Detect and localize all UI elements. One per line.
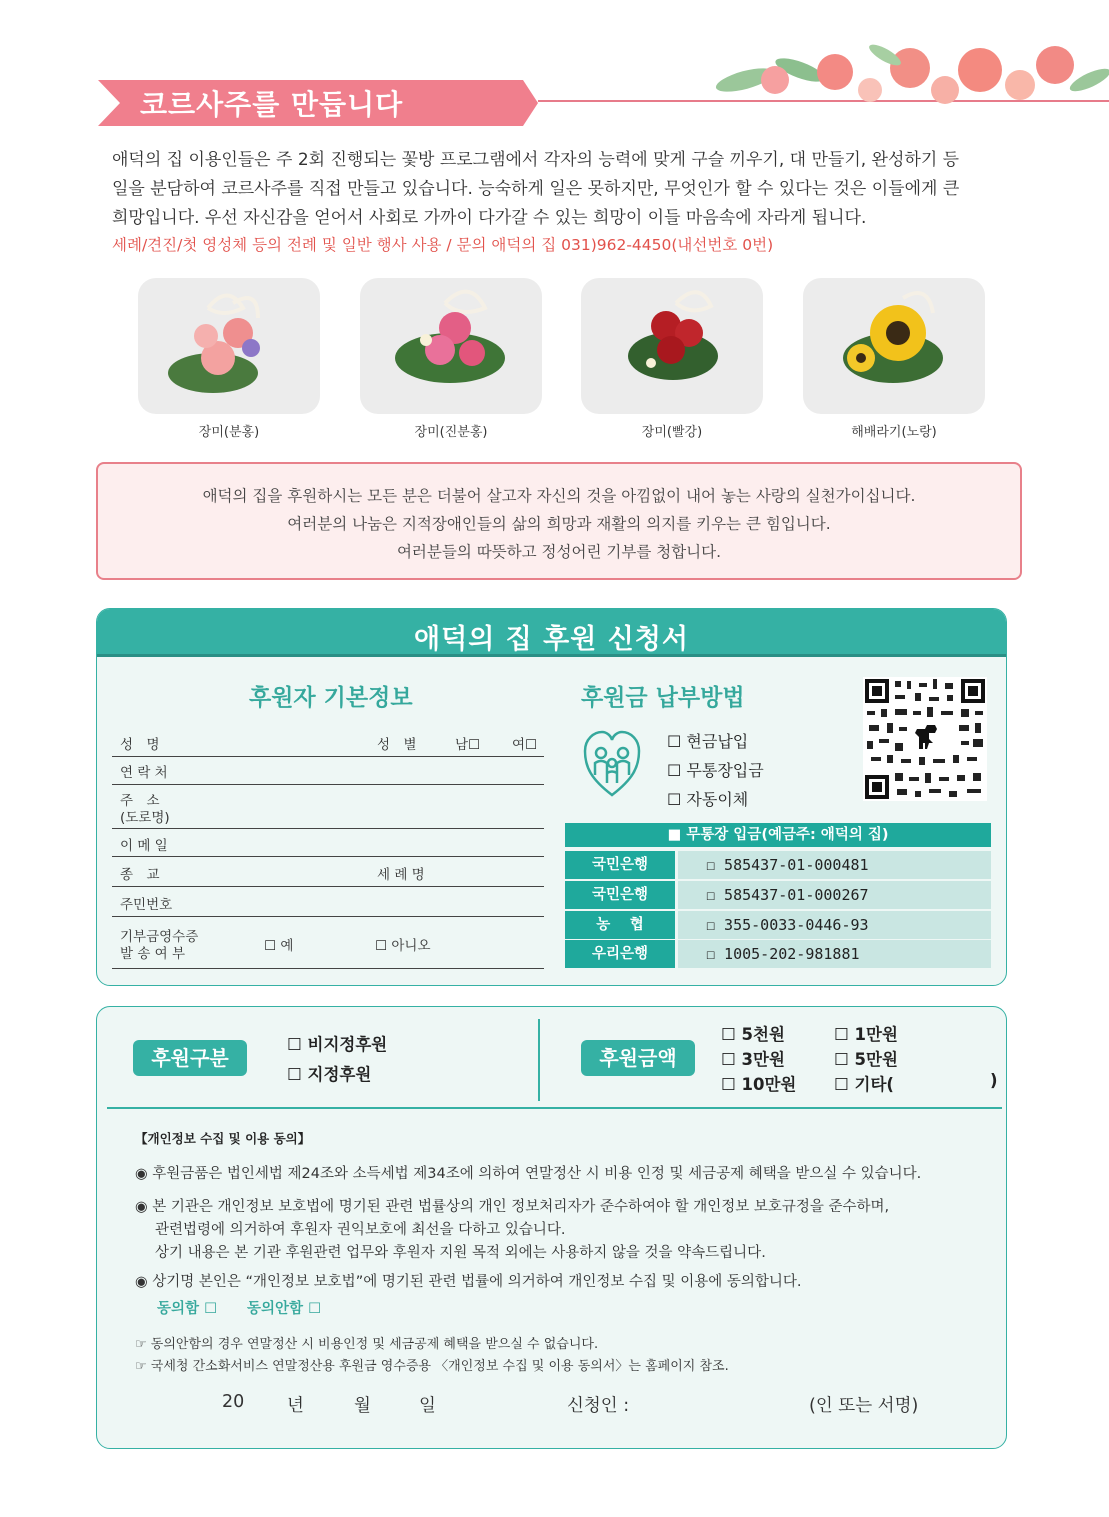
disagree-checkbox[interactable]: 동의안함 ☐ [247,1301,322,1317]
consent-note: ☞ 국세청 간소화서비스 연말정산용 후원금 영수증용 〈개인정보 수집 및 이용 동의서〉는 홈페이지 참조. [135,1359,729,1374]
email-row[interactable] [112,829,544,857]
receipt-yes-checkbox[interactable]: ☐ 예 [264,938,294,954]
amount-other-close: ) [990,1071,998,1090]
date-month-label: 월 [354,1396,371,1416]
corsage-photo-pink [138,278,320,414]
photo-caption: 장미(진분홍) [414,425,488,440]
photo-caption: 해배라기(노랑) [851,425,937,440]
corsage-photo-deep-pink [360,278,542,414]
consent-item: 관련법령에 의거하여 후원자 권익보호에 최선을 다하고 있습니다. [155,1222,566,1238]
intro-line: 애덕의 집 이용인들은 주 2회 진행되는 꽃방 프로그램에서 각자의 능력에 맞게 구슬 끼우기, 대 만들기, 완성하기 등 [112,150,960,170]
donation-application-form [96,608,1007,986]
bank-name: 우리은행 [565,940,675,968]
email-label: 이 메 일 [120,838,168,854]
form-title: 애덕의 집 후원 신청서 [414,624,689,655]
qr-code [863,677,987,801]
bank-account-row[interactable] [565,881,991,909]
receipt-label: 기부금영수증 [120,929,199,945]
date-year-label: 년 [287,1396,304,1416]
intro-text [112,146,1022,233]
bank-account-checkbox[interactable]: ☐ 1005-202-981881 [678,940,991,968]
undesignated-donation-checkbox[interactable]: ☐ 비지정후원 [287,1035,388,1054]
section-divider [107,1107,1002,1109]
applicant-label: 신청인 : [567,1396,630,1416]
donation-amount-label: 후원금액 [581,1040,695,1076]
name-row[interactable] [112,727,544,757]
photo-caption: 장미(빨강) [641,425,703,440]
bank-name: 국민은행 [565,881,675,909]
consent-title: 【개인정보 수집 및 이용 동의】 [135,1131,311,1146]
cash-payment-checkbox[interactable]: ☐ 현금납입 [667,732,749,751]
bank-name: 농 협 [565,911,675,939]
donation-type-label: 후원구분 [133,1040,247,1076]
notice-line: 여러분의 나눔은 지적장애인들의 삶의 희망과 재활의 의지를 키우는 큰 힘입니다. [287,515,831,533]
bank-name: 국민은행 [565,851,675,879]
address-row[interactable] [112,785,544,829]
amount-50000-checkbox[interactable]: ☐ 5만원 [834,1050,898,1069]
consent-item: ◉ 본 기관은 개인정보 보호법에 명기된 관련 법률상의 개인 정보처리자가 준수하여야 할 개인정보 보호규정을 준수하며, [135,1199,890,1215]
amount-other-checkbox[interactable]: ☐ 기타( [834,1075,894,1094]
religion-row[interactable] [112,857,544,887]
bank-account-row[interactable] [565,851,991,879]
bank-transfer-header: ■ 무통장 입금(예금주: 애덕의 집) [565,823,991,847]
amount-30000-checkbox[interactable]: ☐ 3만원 [721,1050,785,1069]
intro-line: 희망입니다. 우선 자신감을 얻어서 사회로 가까이 다가갈 수 있는 희망이 이들 마음속에 자라게 됩니다. [112,208,867,228]
donation-type-consent-form [96,1006,1007,1449]
photo-caption: 장미(분홍) [198,425,260,440]
consent-item: ◉ 후원금품은 법인세법 제24조와 소득세법 제34조에 의하여 연말정산 시 비용 인정 및 세금공제 혜택을 받으실 수 있습니다. [135,1166,922,1182]
bank-transfer-checkbox[interactable]: ☐ 무통장입금 [667,761,764,780]
bank-account-row[interactable] [565,940,991,968]
male-checkbox[interactable]: 남☐ [455,737,481,753]
bank-account-checkbox[interactable]: ☐ 355-0033-0446-93 [678,911,991,939]
designated-donation-checkbox[interactable]: ☐ 지정후원 [287,1065,372,1084]
date-day-label: 일 [419,1396,436,1416]
amount-5000-checkbox[interactable]: ☐ 5천원 [721,1025,785,1044]
address-label: 주 소 [120,793,160,809]
bank-account-checkbox[interactable]: ☐ 585437-01-000481 [678,851,991,879]
contact-label: 연 락 처 [120,765,168,781]
payment-method-title: 후원금 납부방법 [581,685,745,711]
name-label: 성 명 [120,737,160,753]
religion-label: 종 교 [120,867,160,883]
flower-decoration [705,40,1109,110]
consent-note: ☞ 동의안함의 경우 연말정산 시 비용인정 및 세금공제 혜택을 받으실 수 없습니다. [135,1337,599,1352]
auto-transfer-checkbox[interactable]: ☐ 자동이체 [667,790,749,809]
baptism-name-label: 세 례 명 [377,867,425,883]
resident-number-row[interactable] [112,887,544,917]
consent-item: ◉ 상기명 본인은 “개인정보 보호법”에 명기된 관련 법률에 의거하여 개인정보 수집 및 이용에 동의합니다. [135,1274,802,1290]
notice-line: 여러분들의 따뜻하고 정성어린 기부를 청합니다. [396,543,722,561]
receipt-label-2: 발 송 여 부 [120,946,186,962]
contact-row[interactable] [112,757,544,785]
family-heart-icon [583,727,641,801]
resident-number-label: 주민번호 [120,897,173,913]
bank-account-checkbox[interactable]: ☐ 585437-01-000267 [678,881,991,909]
female-checkbox[interactable]: 여☐ [512,737,538,753]
signature-label: (인 또는 서명) [809,1396,919,1416]
usage-info: 세례/견진/첫 영성체 등의 전례 및 일반 행사 사용 / 문의 애덕의 집 031)962-4450(내선번호 0번) [112,236,774,254]
agree-checkbox[interactable]: 동의함 ☐ [157,1301,218,1317]
page-title: 코르사주를 만듭니다 [140,88,404,121]
address-sub-label: (도로명) [120,810,170,826]
basic-info-title: 후원자 기본정보 [249,685,413,711]
receipt-no-checkbox[interactable]: ☐ 아니오 [375,938,431,954]
donation-notice [96,462,1022,580]
amount-10000-checkbox[interactable]: ☐ 1만원 [834,1025,898,1044]
gender-label: 성 별 [377,737,417,753]
amount-100000-checkbox[interactable]: ☐ 10만원 [721,1075,797,1094]
consent-item: 상기 내용은 본 기관 후원관련 업무와 후원자 지원 목적 외에는 사용하지 않을 것을 약속드립니다. [155,1245,766,1261]
bank-account-row[interactable] [565,911,991,939]
receipt-row [112,917,544,969]
date-year-prefix: 20 [222,1392,245,1412]
notice-line: 애덕의 집을 후원하시는 모든 분은 더불어 살고자 자신의 것을 아낌없이 내어 놓는 사랑의 실천가이십니다. [202,487,916,505]
intro-line: 일을 분담하여 코르사주를 직접 만들고 있습니다. 능숙하게 일은 못하지만, 무엇인가 할 수 있다는 것은 이들에게 큰 [112,179,960,199]
corsage-photo-red [581,278,763,414]
corsage-photo-sunflower [803,278,985,414]
divider [538,1019,540,1101]
